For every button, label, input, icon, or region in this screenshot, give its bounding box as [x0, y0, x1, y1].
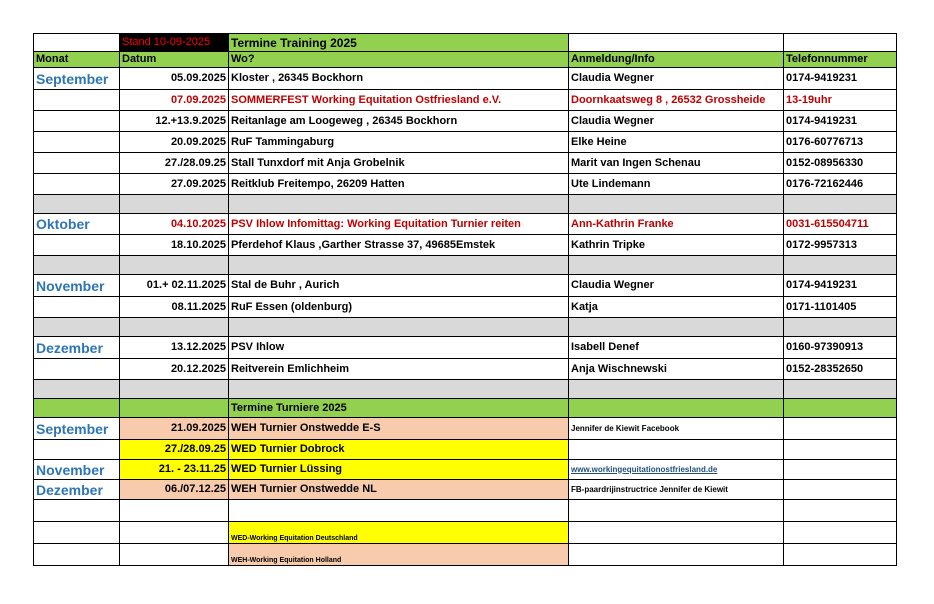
legend-row [34, 522, 897, 544]
blank-cell [34, 90, 120, 111]
table-row [34, 297, 897, 318]
blank-cell [34, 440, 120, 460]
table-row [34, 418, 897, 440]
date-cell: 04.10.2025 [120, 214, 229, 235]
month-label: November [34, 460, 120, 480]
phone-cell: 0172-9957313 [784, 235, 897, 256]
month-label: Oktober [34, 214, 120, 235]
blank-cell [784, 480, 897, 500]
date-cell: 08.11.2025 [120, 297, 229, 318]
contact-cell: Ann-Kathrin Franke [569, 214, 784, 235]
spacer-row [34, 256, 897, 275]
info-cell: FB-paardrijinstructrice Jennifer de Kiewit [569, 480, 784, 500]
blank-cell [34, 174, 120, 195]
stand-date: Stand 10-09-2025 [120, 34, 229, 52]
phone-cell: 0152-28352650 [784, 359, 897, 380]
date-cell: 12.+13.9.2025 [120, 111, 229, 132]
info-cell: Jennifer de Kiewit Facebook [569, 418, 784, 440]
date-cell: 20.09.2025 [120, 132, 229, 153]
date-cell: 21.09.2025 [120, 418, 229, 440]
date-cell: 21. - 23.11.25 [120, 460, 229, 480]
contact-cell: Claudia Wegner [569, 68, 784, 90]
date-cell: 05.09.2025 [120, 68, 229, 90]
blank-cell [784, 440, 897, 460]
info-cell [569, 440, 784, 460]
date-cell: 27./28.09.25 [120, 153, 229, 174]
place-cell: Reitklub Freitempo, 26209 Hatten [229, 174, 569, 195]
blank-cell [34, 153, 120, 174]
section-header-row [34, 399, 897, 418]
table-row [34, 359, 897, 380]
table-row [34, 214, 897, 235]
date-cell: 01.+ 02.11.2025 [120, 275, 229, 297]
table-row [34, 440, 897, 460]
table-row [34, 460, 897, 480]
table-row [34, 480, 897, 500]
website-link[interactable]: www.workingequitationostfriesland.de [569, 460, 784, 480]
month-label: Dezember [34, 337, 120, 359]
phone-cell: 0171-1101405 [784, 297, 897, 318]
blank-cell [34, 111, 120, 132]
spacer-row [34, 380, 897, 399]
spacer-row [34, 318, 897, 337]
col-header-datum: Datum [120, 52, 229, 68]
contact-cell: Isabell Denef [569, 337, 784, 359]
date-cell: 07.09.2025 [120, 90, 229, 111]
contact-cell: Elke Heine [569, 132, 784, 153]
schedule-table [33, 33, 897, 566]
place-cell: PSV Ihlow Infomittag: Working Equitation Turnier reiten [229, 214, 569, 235]
column-header-row [34, 52, 897, 68]
place-cell: Stall Tunxdorf mit Anja Grobelnik [229, 153, 569, 174]
date-cell: 06./07.12.25 [120, 480, 229, 500]
phone-cell: 0031-615504711 [784, 214, 897, 235]
contact-cell: Katja [569, 297, 784, 318]
blank-cell [784, 418, 897, 440]
contact-cell: Ute Lindemann [569, 174, 784, 195]
place-cell: RuF Tammingaburg [229, 132, 569, 153]
month-label: September [34, 418, 120, 440]
place-cell: WED Turnier Lüssing [229, 460, 569, 480]
place-cell: WEH Turnier Onstwedde NL [229, 480, 569, 500]
phone-cell: 0176-72162446 [784, 174, 897, 195]
blank-cell [569, 34, 784, 52]
legend-weh: WEH-Working Equitation Holland [229, 544, 569, 566]
place-cell: Reitverein Emlichheim [229, 359, 569, 380]
legend-row [34, 544, 897, 566]
table-row [34, 111, 897, 132]
date-cell: 18.10.2025 [120, 235, 229, 256]
col-header-anmeldung: Anmeldung/Info [569, 52, 784, 68]
place-cell: Reitanlage am Loogeweg , 26345 Bockhorn [229, 111, 569, 132]
blank-cell [784, 34, 897, 52]
phone-cell: 13-19uhr [784, 90, 897, 111]
contact-cell: Anja Wischnewski [569, 359, 784, 380]
col-header-monat: Monat [34, 52, 120, 68]
title-row [34, 34, 897, 52]
contact-cell: Kathrin Tripke [569, 235, 784, 256]
date-cell: 27./28.09.25 [120, 440, 229, 460]
blank-cell [34, 235, 120, 256]
blank-cell [784, 460, 897, 480]
contact-cell: Claudia Wegner [569, 111, 784, 132]
contact-cell: Claudia Wegner [569, 275, 784, 297]
place-cell: Pferdehof Klaus ,Garther Strasse 37, 49685Emstek [229, 235, 569, 256]
place-cell: Kloster , 26345 Bockhorn [229, 68, 569, 90]
contact-cell: Marit van Ingen Schenau [569, 153, 784, 174]
blank-cell [34, 359, 120, 380]
place-cell: Stal de Buhr , Aurich [229, 275, 569, 297]
section-title: Termine Turniere 2025 [229, 399, 569, 418]
place-cell: WED Turnier Dobrock [229, 440, 569, 460]
phone-cell: 0160-97390913 [784, 337, 897, 359]
table-row [34, 68, 897, 90]
col-header-telefon: Telefonnummer [784, 52, 897, 68]
col-header-wo: Wo? [229, 52, 569, 68]
phone-cell: 0174-9419231 [784, 275, 897, 297]
blank-cell [34, 297, 120, 318]
table-row [34, 235, 897, 256]
blank-cell [34, 34, 120, 52]
blank-row [34, 500, 897, 522]
date-cell: 13.12.2025 [120, 337, 229, 359]
place-cell: WEH Turnier Onstwedde E-S [229, 418, 569, 440]
place-cell: SOMMERFEST Working Equitation Ostfriesland e.V. [229, 90, 569, 111]
phone-cell: 0152-08956330 [784, 153, 897, 174]
phone-cell: 0174-9419231 [784, 68, 897, 90]
date-cell: 20.12.2025 [120, 359, 229, 380]
month-label: September [34, 68, 120, 90]
table-row [34, 275, 897, 297]
place-cell: RuF Essen (oldenburg) [229, 297, 569, 318]
month-label: Dezember [34, 480, 120, 500]
spacer-row [34, 195, 897, 214]
table-row [34, 153, 897, 174]
legend-wed: WED-Working Equitation Deutschland [229, 522, 569, 544]
contact-cell: Doornkaatsweg 8 , 26532 Grossheide [569, 90, 784, 111]
place-cell: PSV Ihlow [229, 337, 569, 359]
table-row [34, 174, 897, 195]
page-title: Termine Training 2025 [229, 34, 569, 52]
phone-cell: 0176-60776713 [784, 132, 897, 153]
table-row [34, 90, 897, 111]
phone-cell: 0174-9419231 [784, 111, 897, 132]
month-label: November [34, 275, 120, 297]
blank-cell [34, 132, 120, 153]
table-row [34, 337, 897, 359]
table-row [34, 132, 897, 153]
date-cell: 27.09.2025 [120, 174, 229, 195]
